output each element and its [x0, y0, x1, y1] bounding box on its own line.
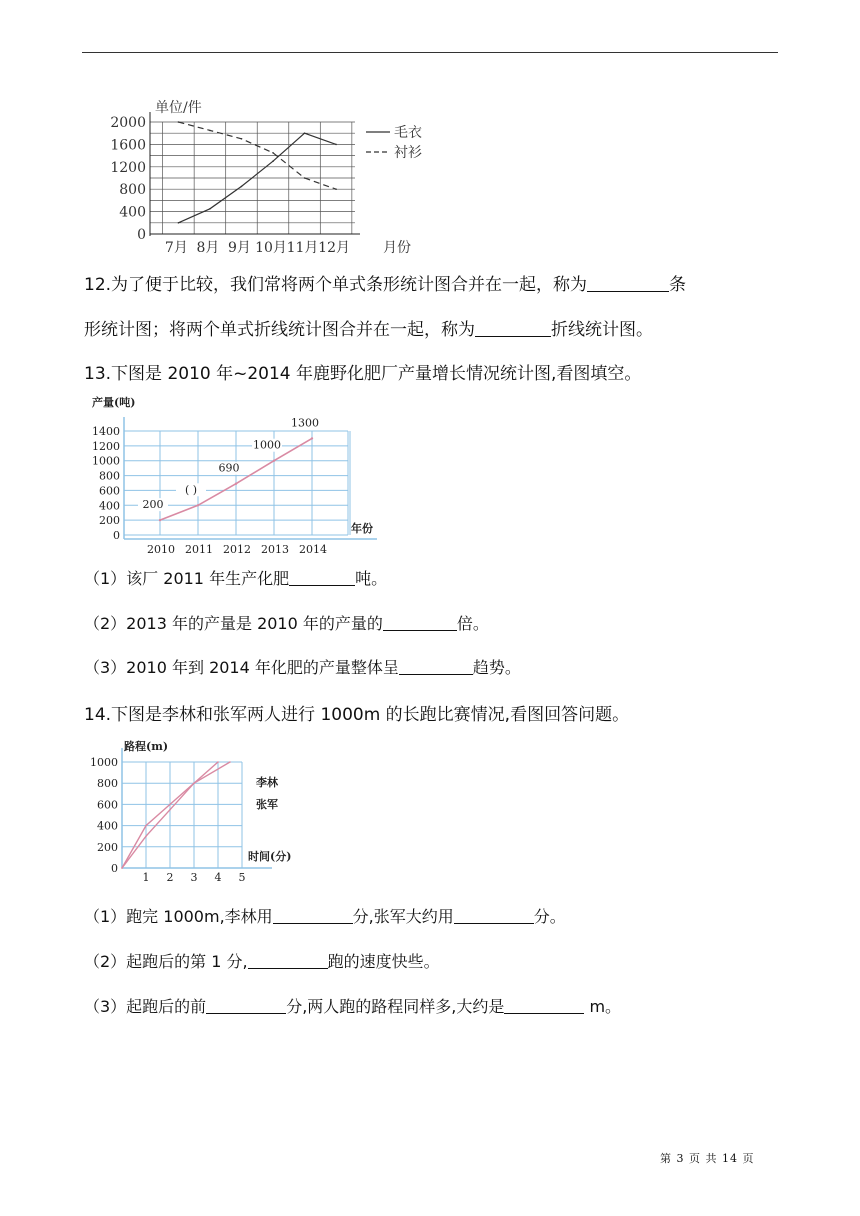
- data-point: [121, 867, 123, 869]
- data-point: [229, 761, 231, 763]
- y-axis-label: 路程(m): [124, 740, 169, 753]
- q13-s1-text: （1）该厂 2011 年生产化肥: [84, 569, 290, 588]
- y-tick-label: 400: [119, 204, 146, 221]
- y-axis-label: 产量(吨): [92, 396, 136, 409]
- data-point: [193, 782, 195, 784]
- data-point: [145, 835, 147, 837]
- y-tick-label: 0: [113, 529, 120, 542]
- x-tick-label: 12月: [318, 240, 350, 256]
- y-tick-label: 2000: [110, 115, 146, 131]
- data-point: [273, 460, 275, 462]
- y-tick-label: 1600: [110, 137, 146, 154]
- q14-s3-text: （3）起跑后的前: [84, 997, 207, 1016]
- data-point: [159, 519, 161, 521]
- y-tick-label: 800: [119, 182, 146, 199]
- x-tick-label: 2010: [147, 543, 175, 556]
- x-tick-label: 5: [238, 871, 246, 884]
- q13-s2-text: （2）2013 年的产量是 2010 年的产量的: [84, 614, 383, 633]
- q14-sub-3: [84, 995, 621, 1019]
- chart3-svg: [90, 738, 310, 884]
- q14-sub-2: [84, 950, 440, 974]
- question-12-line2: [84, 318, 653, 342]
- x-tick-label: 7月: [164, 240, 188, 256]
- y-tick-label: 400: [99, 499, 120, 513]
- data-point: [304, 132, 306, 134]
- question-13-stem: 13.下图是 2010 年~2014 年鹿野化肥厂产量增长情况统计图,看图填空。: [84, 364, 642, 384]
- data-label: ( ): [184, 483, 198, 497]
- data-point: [209, 130, 211, 132]
- y-tick-label: 1200: [110, 159, 146, 176]
- y-tick-label: 0: [111, 862, 118, 875]
- q14-blank-4[interactable]: [206, 995, 286, 1014]
- series-line-1: [122, 762, 230, 868]
- q14-blank-1[interactable]: [273, 905, 353, 924]
- chart-clothing-sales: [100, 96, 430, 256]
- data-point: [335, 144, 337, 146]
- data-point: [169, 809, 171, 811]
- q14-s1-text: （1）跑完 1000m,李林用: [84, 907, 273, 926]
- page-footer: 第 3 页 共 14 页: [660, 1152, 755, 1165]
- y-tick-label: 200: [99, 514, 120, 528]
- q12-text-c: 形统计图；将两个单式折线统计图合并在一起，称为: [84, 320, 475, 340]
- x-axis-label: 时间(分): [248, 850, 292, 863]
- y-axis-label: 单位/件: [155, 100, 202, 116]
- question-12-line1: [84, 273, 686, 297]
- q12-text-b: 条: [669, 275, 687, 295]
- q14-s2-end: 跑的速度快些。: [327, 952, 440, 971]
- y-tick-label: 1000: [90, 756, 118, 769]
- q13-s1-end: 吨。: [355, 569, 388, 588]
- y-tick-label: 800: [99, 469, 120, 483]
- x-tick-label: 3: [190, 871, 198, 884]
- x-tick-label: 8月: [196, 240, 220, 256]
- q13-s3-end: 趋势。: [472, 658, 521, 677]
- data-point: [178, 121, 180, 123]
- chart-running-race: [90, 738, 310, 884]
- data-point: [217, 761, 219, 763]
- y-tick-label: 600: [99, 484, 120, 498]
- q13-s2-end: 倍。: [456, 614, 489, 633]
- x-tick-label: 11月: [286, 240, 319, 256]
- q13-blank-2[interactable]: [383, 612, 457, 631]
- x-tick-label: 2013: [261, 543, 289, 556]
- q14-s2-text: （2）起跑后的第 1 分,: [84, 952, 248, 971]
- legend-label-2: 衬衫: [394, 145, 422, 161]
- q12-text-a: 12.为了便于比较，我们常将两个单式条形统计图合并在一起，称为: [84, 275, 588, 295]
- y-tick-label: 1000: [92, 454, 120, 468]
- data-point: [169, 804, 171, 806]
- q13-blank-3[interactable]: [399, 656, 473, 675]
- q14-blank-5[interactable]: [504, 995, 584, 1014]
- question-14-stem: 14.下图是李林和张军两人进行 1000m 的长跑比赛情况,看图回答问题。: [84, 705, 630, 725]
- chart2-svg: [92, 393, 392, 558]
- data-label: 1000: [253, 438, 281, 452]
- header-rule: [82, 52, 778, 53]
- data-point: [272, 152, 274, 154]
- x-tick-label: 9月: [228, 240, 251, 256]
- x-axis-label: 月份: [383, 240, 411, 256]
- q13-blank-1[interactable]: [289, 567, 355, 586]
- data-point: [145, 825, 147, 827]
- data-point: [178, 222, 180, 224]
- y-tick-label: 600: [97, 798, 118, 812]
- legend-label-1: 李林: [256, 776, 278, 789]
- x-tick-label: 2014: [299, 543, 327, 556]
- q13-sub-1: [84, 567, 387, 591]
- data-label: 200: [142, 498, 164, 512]
- q14-blank-2[interactable]: [454, 905, 534, 924]
- y-tick-label: 400: [97, 819, 118, 833]
- chart1-svg: [100, 96, 430, 256]
- x-tick-label: 2: [166, 871, 174, 884]
- y-tick-label: 0: [137, 227, 146, 243]
- data-point: [311, 437, 313, 439]
- q14-s1-mid: 分,张军大约用: [352, 907, 454, 926]
- data-point: [197, 504, 199, 506]
- y-tick-label: 200: [97, 840, 118, 854]
- y-tick-label: 800: [97, 777, 118, 791]
- q14-s3-end: m。: [584, 997, 622, 1016]
- data-point: [272, 160, 274, 162]
- q13-sub-3: [84, 656, 521, 680]
- data-point: [209, 208, 211, 210]
- q14-s1-end: 分。: [533, 907, 566, 926]
- data-point: [304, 177, 306, 179]
- chart-fertilizer-output: [92, 393, 392, 558]
- data-label: 690: [218, 461, 240, 475]
- data-point: [335, 188, 337, 190]
- q13-sub-2: [84, 612, 489, 636]
- legend-label-2: 张军: [256, 798, 278, 811]
- q13-s3-text: （3）2010 年到 2014 年化肥的产量整体呈: [84, 658, 399, 677]
- data-point: [241, 186, 243, 188]
- y-tick-label: 1200: [92, 439, 120, 453]
- x-tick-label: 1: [142, 871, 150, 884]
- q12-text-d: 折线统计图。: [551, 320, 653, 340]
- q12-blank-2[interactable]: [475, 318, 551, 337]
- data-point: [241, 138, 243, 140]
- x-tick-label: 2011: [185, 543, 213, 556]
- legend-label-1: 毛衣: [394, 125, 422, 141]
- data-point: [235, 483, 237, 485]
- q14-sub-1: [84, 905, 566, 929]
- data-label: 1300: [291, 416, 319, 430]
- q12-blank-1[interactable]: [587, 273, 669, 292]
- x-tick-label: 10月: [255, 240, 287, 256]
- y-tick-label: 1400: [92, 425, 120, 438]
- q14-s3-mid: 分,两人跑的路程同样多,大约是: [286, 997, 505, 1016]
- x-tick-label: 4: [214, 871, 222, 884]
- x-axis-label: 年份: [351, 522, 373, 535]
- x-tick-label: 2012: [223, 543, 251, 556]
- q14-blank-3[interactable]: [248, 950, 328, 969]
